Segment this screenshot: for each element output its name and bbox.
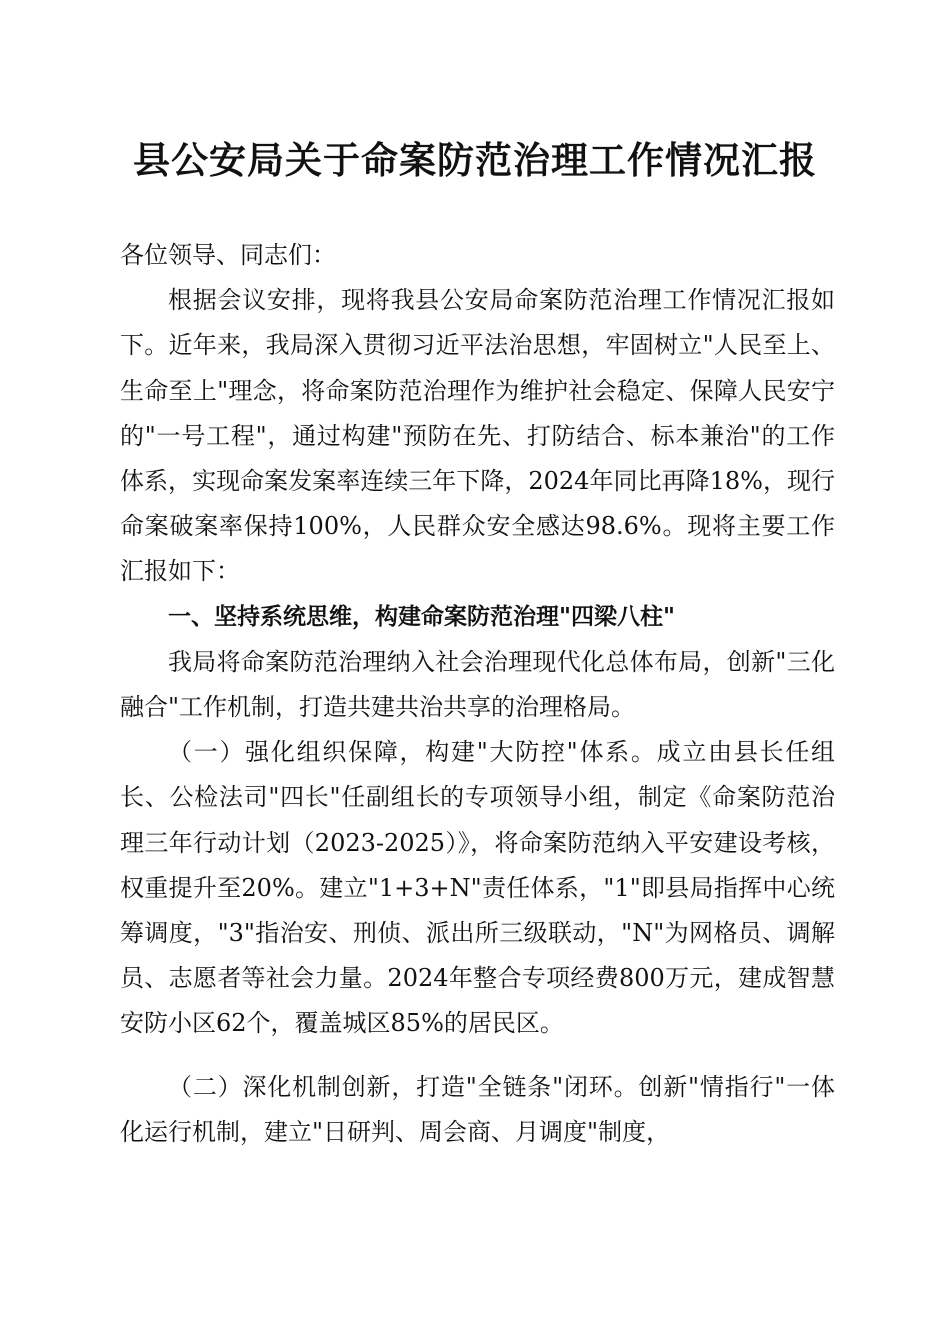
section-1-paragraph: 我局将命案防范治理纳入社会治理现代化总体布局，创新"三化融合"工作机制，打造共建共治共享的治理格局。: [120, 647, 835, 722]
document-title: 县公安局关于命案防范治理工作情况汇报: [133, 138, 817, 182]
item-1-paragraph: （一）强化组织保障，构建"大防控"体系。成立由县长任组长、公检法司"四长"任副组长的专项领导小组，制定《命案防范治理三年行动计划（2023-2025）》，将命案防范纳入平安建设考核，权重提升至20%。建立"1+3+N"责任体系，"1"即县局指挥中心统筹调度，"3"指治安、刑侦、派出所三级联动，"N"为网格员、调解员、志愿者等社会力量。2024年整合专项经费800万元，建成智慧安防小区62个，覆盖城区85%的居民区。: [120, 738, 835, 1038]
item-2-paragraph: （二）深化机制创新，打造"全链条"闭环。创新"情指行"一体化运行机制，建立"日研判、周会商、月调度"制度，: [120, 1072, 835, 1146]
intro-paragraph: 根据会议安排，现将我县公安局命案防范治理工作情况汇报如下。近年来，我局深入贯彻习近平法治思想，牢固树立"人民至上、生命至上"理念，将命案防范治理作为维护社会稳定、保障人民安宁的"一号工程"，通过构建"预防在先、打防结合、标本兼治"的工作体系，实现命案发案率连续三年下降，2024年同比再降18%，现行命案破案率保持100%，人民群众安全感达98.6%。现将主要工作汇报如下：: [120, 286, 835, 586]
salutation: 各位领导、同志们：: [120, 241, 336, 269]
section-heading-1: 一、坚持系统思维，构建命案防范治理"四梁八柱": [168, 603, 675, 630]
document-body: [120, 233, 835, 1155]
